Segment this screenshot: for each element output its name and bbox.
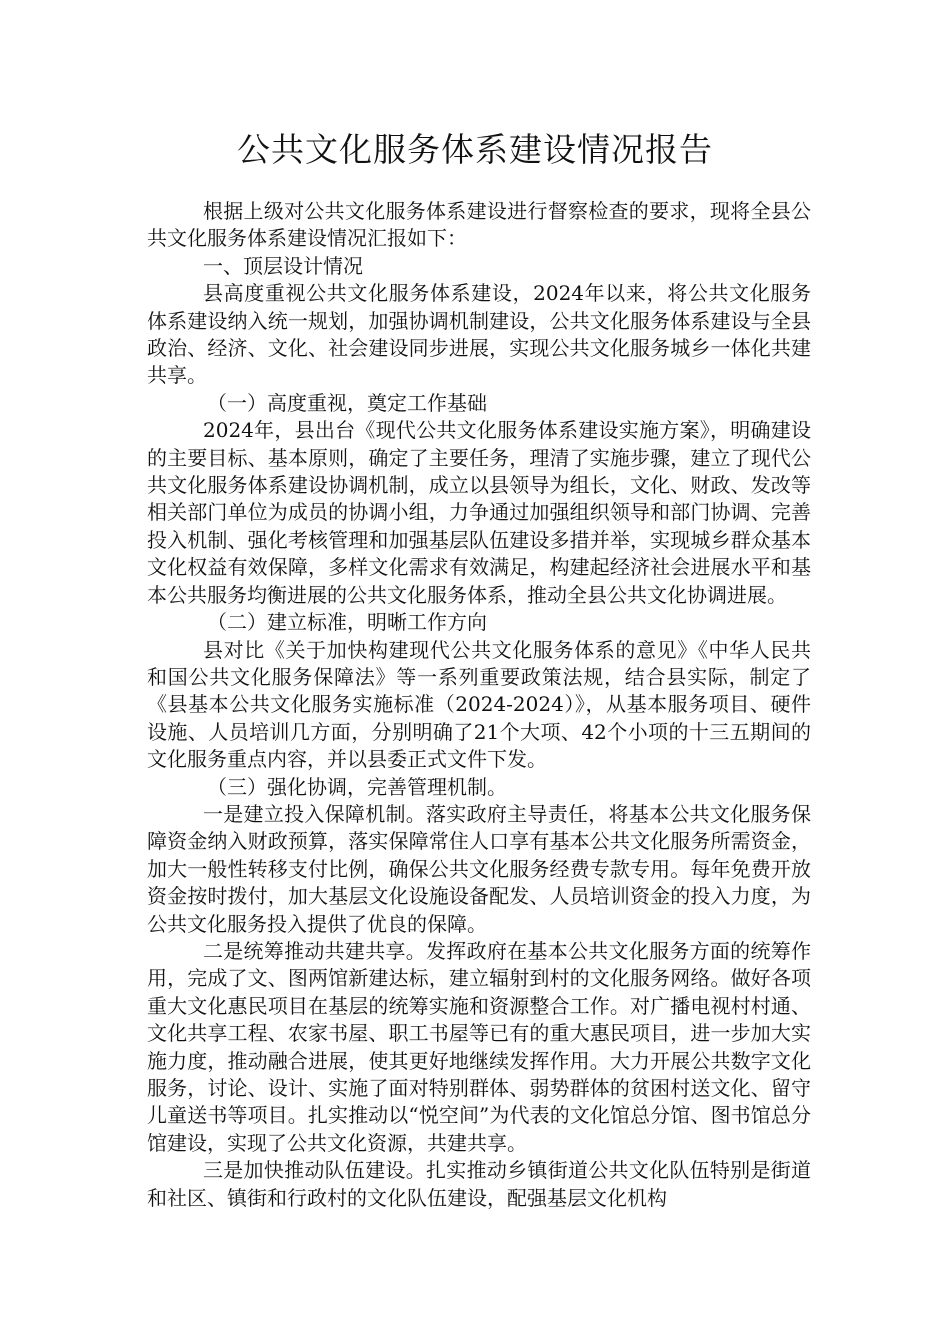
document-body: [147, 198, 811, 1212]
paragraph-subsection-1: 2024年，县出台《现代公共文化服务体系建设实施方案》，明确建设的主要目标、基本原则，确定了主要任务，理清了实施步骤，建立了现代公共文化服务体系建设协调机制，成立以县领导为组长，文化、财政、发改等相关部门单位为成员的协调小组，力争通过加强组织领导和部门协调、完善投入机制、强化考核管理和加强基层队伍建设多措并举，实现城乡群众基本文化权益有效保障，多样文化需求有效满足，构建起经济社会进展水平和基本公共服务均衡进展的公共文化服务体系，推动全县公共文化协调进展。: [147, 418, 811, 607]
document-title: 公共文化服务体系建设情况报告: [237, 130, 713, 169]
paragraph-intro: 根据上级对公共文化服务体系建设进行督察检查的要求，现将全县公共文化服务体系建设情况汇报如下：: [147, 199, 811, 251]
paragraph-point-2: 二是统筹推动共建共享。发挥政府在基本公共文化服务方面的统筹作用，完成了文、图两馆新建达标，建立辐射到村的文化服务网络。做好各项重大文化惠民项目在基层的统筹实施和资源整合工作。对广播电视村村通、文化共享工程、农家书屋、职工书屋等已有的重大惠民项目，进一步加大实施力度，推动融合进展，使其更好地继续发挥作用。大力开展公共数字文化服务，讨论、设计、实施了面对特别群体、弱势群体的贫困村送文化、留守儿童送书等项目。扎实推动以“悦空间”为代表的文化馆总分馆、图书馆总分馆建设，实现了公共文化资源，共建共享。: [147, 938, 811, 1155]
subheading-1: （一）高度重视，奠定工作基础: [207, 390, 487, 415]
subheading-3: （三）强化协调，完善管理机制。: [207, 774, 507, 799]
heading-section-1: 一、顶层设计情况: [203, 253, 363, 278]
paragraph-point-3: 三是加快推动队伍建设。扎实推动乡镇街道公共文化队伍特别是街道和社区、镇街和行政村的文化队伍建设，配强基层文化机构: [147, 1158, 811, 1210]
paragraph-point-1: 一是建立投入保障机制。落实政府主导责任，将基本公共文化服务保障资金纳入财政预算，落实保障常住人口享有基本公共文化服务所需资金，加大一般性转移支付比例，确保公共文化服务经费专款专用。每年免费开放资金按时拨付，加大基层文化设施设备配发、人员培训资金的投入力度，为公共文化服务投入提供了优良的保障。: [147, 801, 811, 936]
paragraph-subsection-2: 县对比《关于加快构建现代公共文化服务体系的意见》《中华人民共和国公共文化服务保障法》等一系列重要政策法规，结合县实际，制定了《县基本公共文化服务实施标准（2024-2024）》，从基本服务项目、硬件设施、人员培训几方面，分别明确了21个大项、42个小项的十三五期间的文化服务重点内容，并以县委正式文件下发。: [147, 637, 811, 772]
subheading-2: （二）建立标准，明晰工作方向: [207, 610, 487, 635]
paragraph-section-1: 县高度重视公共文化服务体系建设，2024年以来，将公共文化服务体系建设纳入统一规划，加强协调机制建设，公共文化服务体系建设与全县政治、经济、文化、社会建设同步进展，实现公共文化服务城乡一体化共建共享。: [147, 281, 811, 388]
